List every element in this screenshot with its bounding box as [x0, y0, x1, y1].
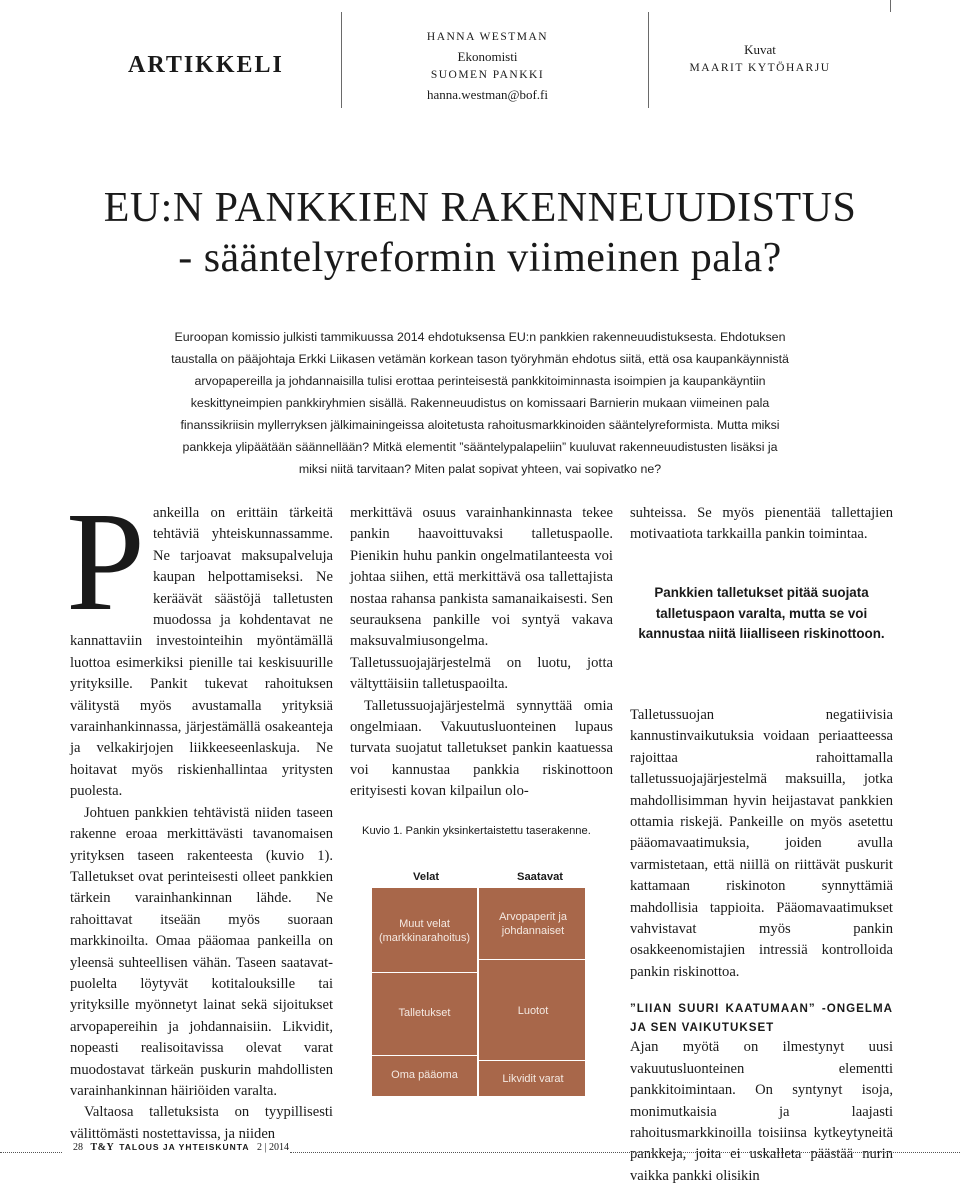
section-label: ARTIKKELI [128, 52, 284, 78]
figure-caption: Kuvio 1. Pankin yksinkertaistettu taserakenne. [362, 825, 591, 837]
issue-number: 2 [256, 1142, 262, 1153]
body-column-1 [66, 482, 333, 1145]
diagram-left-divider-2 [372, 1055, 477, 1056]
body-column-2 [350, 503, 613, 803]
footer-separator: | [264, 1142, 267, 1153]
title-line-2: - sääntelyreformin viimeinen pala? [178, 235, 782, 281]
credit-name: MAARIT KYTÖHARJU [689, 62, 831, 74]
author-name: HANNA WESTMAN [426, 31, 549, 43]
title-line-1: EU:N PANKKIEN RAKENNEUUDISTUS [103, 185, 857, 231]
diagram-label-liquid-assets: Likvidit varat [502, 1073, 564, 1085]
paragraph-text: ankeilla on erittäin tärkeitä tehtäviä yhteiskunnassamme. Ne tarjoavat maksupalveluja kaupan helpottamiseksi. Ne keräävät säästöjä talletusten muodossa ja kohdentavat ne kannattaviin investointeihin myöntämällä luottoa esimerkiksi pienille tai keskisuurille yrityksille. Pankit tukevat rahoituksen välitystä myös avustamalla yrityksiä varainhankinnassa, järjestämällä osakeanteja ja velkakirjojen liikkeeseenlaskuja. Ne hoitavat myös riskienhallintaa yritysten puolesta. [70, 505, 333, 800]
paragraph: merkittävä osuus varainhankinnasta tekee pankin haavoittuvaksi talletuspaolle. Pienikin huhu pankin ongelmatilanteesta voi johtaa siihen, että merkittävä osa tallettajista nostaa rahansa pankista samanaikaisesti. Sen seurauksena pankille voi syntyä vakava maksuvalmiusongelma. Talletussuojajärjestelmä on luotu, jotta vältyttäisiin talletuspaoilta. [350, 505, 613, 693]
header-divider-edge [890, 0, 891, 12]
diagram-label-securities: Arvopaperit ja johdannaiset [499, 911, 567, 937]
body-column-3-lower [630, 705, 893, 1187]
paragraph: Johtuen pankkien tehtävistä niiden taseen rakenne eroaa merkittävästi tavanomaisen yrityksen taseen rakenteesta (kuvio 1). Talletukset ovat perinteisesti olleet pankkien tärkein varainhankinnan lähde. Ne rahoittavat itseään myös suoraan markkinoilta. Omaa pääomaa pankeilla on yleensä suhteellisen vähän. Taseen saatavat-puolelta löytyvät kotitalouksille tai yrityksille myönnetyt lainat sekä sijoitukset arvopapereihin ja johdannaisiin. Likvidit, nopeasti realisoitavissa olevat varat muodostavat tärkeän puskurin mahdollisten varainhankinnan häiriöiden varalta. [70, 804, 333, 1099]
paragraph: suhteissa. Se myös pienentää tallettajien motivaatiota tarkkailla pankin toimintaa. [630, 505, 893, 543]
article-title [0, 183, 960, 283]
page-footer [73, 1142, 289, 1153]
magazine-logo: T&Y [90, 1142, 115, 1153]
article-lead: Euroopan komissio julkisti tammikuussa 2014 ehdotuksensa EU:n pankkien rakenneuudistuksesta. Ehdotuksen taustalla on pääjohtaja Erkki Liikasen vetämän korkean tason työryhmän ehdotus siitä, että osa kaupankäynnistä arvopapereilla ja johdannaisilla tulisi erottaa perinteisestä pankkitoiminnasta isoimpien ja kaupankäyntiin keskittyneimpien pankkiryhmien sisällä. Rakenneuudistus on komissaari Barnierin mukaan viimeinen pala finanssikriisin myllerryksen jälkimainingeissa aloitetusta rahoitusmarkkinoiden sääntelyreformista. Mutta miksi pankkeja ylipäätään säännellään? Mitkä elementit ”sääntelypalapeliin” kuuluvat rakenneuudistusten lisäksi ja miksi niitä tarvitaan? Miten palat sopivat yhteen, vai sopivatko ne? [171, 330, 789, 476]
diagram-label-equity: Oma pääoma [391, 1069, 458, 1081]
header-divider-right [648, 12, 649, 108]
body-column-3 [630, 503, 893, 546]
author-block [345, 28, 630, 104]
diagram-label-loans: Luotot [517, 1005, 549, 1017]
credit-label: Kuvat [744, 42, 776, 57]
diagram-label-other-liabilities: Muut velat (markkinarahoitus) [378, 918, 471, 944]
diagram-label-deposits: Talletukset [398, 1007, 451, 1019]
publication-name: TALOUS JA YHTEISKUNTA [119, 1142, 250, 1152]
paragraph: Valtaosa talletuksista on tyypillisesti välittömästi nostettavissa, ja niiden [70, 1104, 333, 1142]
section-subheading: ”LIIAN SUURI KAATUMAAN” -ONGELMA JA SEN VAIKUTUKSET [630, 1002, 893, 1035]
paragraph: Talletussuojajärjestelmä synnyttää omia ongelmiaan. Vakuutusluonteinen lupaus turvata suojatut talletukset pankin kaatuessa voi kannustaa pankkia riskinottoon erityisesti kovan kilpailun olo- [350, 697, 613, 800]
balance-sheet-diagram [372, 888, 585, 1096]
author-org: SUOMEN PANKKI [430, 69, 545, 81]
diagram-left-divider-1 [372, 972, 477, 973]
diagram-center-divider [477, 888, 479, 1096]
header-divider-left [341, 12, 342, 108]
figure-header-assets: Saatavat [517, 871, 564, 883]
figure-header-liabilities: Velat [413, 871, 440, 883]
pull-quote: Pankkien talletukset pitää suojata talletuspaon varalta, mutta se voi kannustaa niitä liialliseen riskinottoon. [638, 585, 885, 641]
photo-credit [650, 40, 870, 78]
author-title: Ekonomisti [457, 49, 518, 64]
paragraph: Talletussuojan negatiivisia kannustinvaikutuksia voidaan periaatteessa rajoittaa rahoittamalla talletussuojajärjestelmä maksuilla, jotka mahdollisimman hyvin heijastavat pankkien ottamia riskejä. Pankeille on myös asetettu pääomavaatimuksia, joiden avulla varmistetaan, että niillä on riittävät puskurit kattamaan riskinoton synnyttämiä mahdollisia tappioita. Pääomavaatimukset vahvistavat myös pankin osakkeenomistajien intressiä kontrolloida pankin riskinottoa. [630, 707, 893, 980]
diagram-right-divider-2 [479, 1060, 585, 1061]
paragraph: Ajan myötä on ilmestynyt uusi vakuutusluonteinen elementti pankkitoimintaan. On syntynyt isoja, monimutkaisia ja laajasti rahoitusmarkkinoilla toisiinsa kytkeytyneitä pankkeja, joita ei uskalleta päästää nurin vaikka pankki olisikin [630, 1039, 893, 1184]
paragraph [66, 482, 333, 803]
footer-rule-right [290, 1152, 960, 1153]
diagram-right-divider-1 [479, 959, 585, 960]
author-email: hanna.westman@bof.fi [427, 87, 548, 102]
page-number: 28 [73, 1142, 83, 1153]
issue-year: 2014 [269, 1142, 289, 1153]
footer-rule-left [0, 1152, 62, 1153]
drop-cap: P [66, 482, 145, 640]
